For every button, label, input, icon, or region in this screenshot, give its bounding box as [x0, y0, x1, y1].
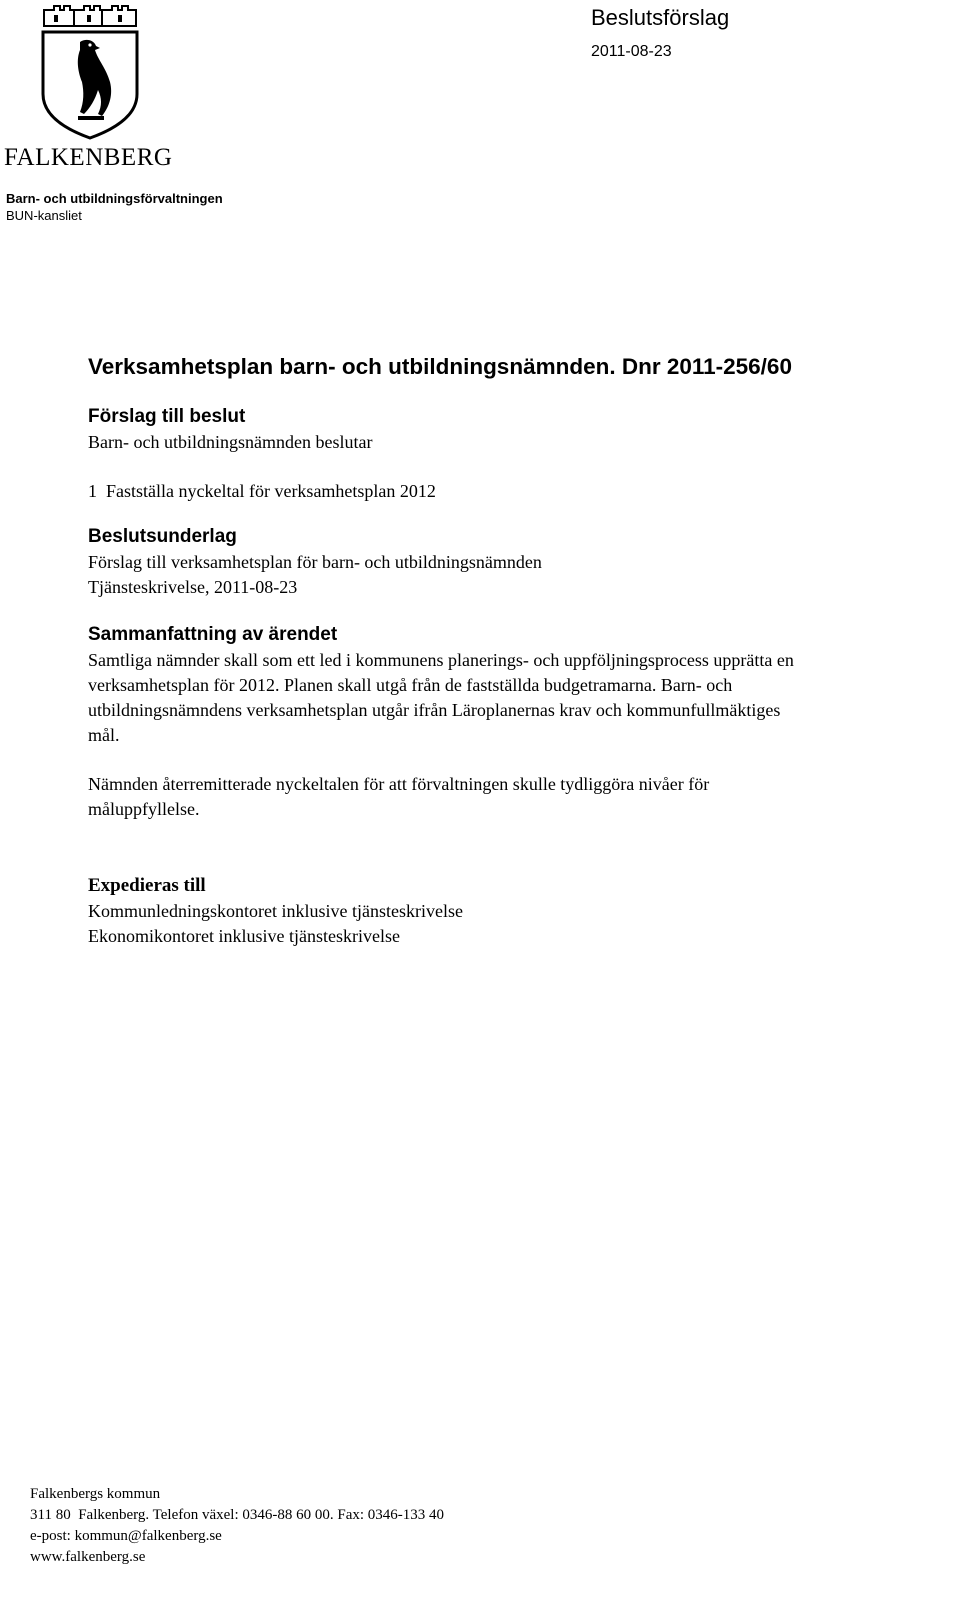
dispatch-item: Ekonomikontoret inklusive tjänsteskrivelse — [88, 926, 400, 946]
office-name: BUN-kansliet — [6, 208, 82, 223]
summary-line: utbildningsnämndens verksamhetsplan utgår ifrån Läroplanernas krav och kommunfullmäktiges — [88, 700, 781, 720]
proposal-item: 1 Fastställa nyckeltal för verksamhetsplan 2012 — [88, 481, 436, 501]
logo-wordmark: FALKENBERG — [4, 144, 173, 171]
dispatch-heading: Expedieras till — [88, 875, 206, 896]
footer-email: e-post: kommun@falkenberg.se — [30, 1528, 222, 1544]
basis-heading: Beslutsunderlag — [88, 526, 237, 547]
footer — [30, 1484, 444, 1568]
department-name: Barn- och utbildningsförvaltningen — [6, 191, 223, 206]
summary-line: verksamhetsplan för 2012. Planen skall utgå från de fastställda budgetramarna. Barn- och — [88, 675, 733, 695]
footer-address: 311 80 Falkenberg. Telefon växel: 0346-88 60 00. Fax: 0346-133 40 — [30, 1507, 445, 1523]
proposal-heading: Förslag till beslut — [88, 406, 246, 427]
basis-item: Förslag till verksamhetsplan för barn- och utbildningsnämnden — [88, 552, 542, 572]
dispatch-item: Kommunledningskontoret inklusive tjänsteskrivelse — [88, 901, 463, 921]
coat-of-arms-logo — [40, 2, 140, 140]
footer-web: www.falkenberg.se — [30, 1549, 146, 1565]
summary-line: Samtliga nämnder skall som ett led i kommunens planerings- och uppföljningsprocess upprätta en — [88, 650, 794, 670]
summary-line: mål. — [88, 725, 120, 745]
document-body — [88, 350, 948, 949]
summary-line: Nämnden återremitterade nyckeltalen för att förvaltningen skulle tydliggöra nivåer för — [88, 774, 710, 794]
summary-heading: Sammanfattning av ärendet — [88, 624, 338, 645]
basis-item: Tjänsteskrivelse, 2011-08-23 — [88, 577, 298, 597]
footer-org: Falkenbergs kommun — [30, 1486, 161, 1502]
summary-line: måluppfyllelse. — [88, 799, 200, 819]
document-date: 2011-08-23 — [591, 43, 672, 60]
proposal-intro: Barn- och utbildningsnämnden beslutar — [88, 432, 373, 452]
document-type: Beslutsförslag — [591, 5, 730, 30]
page-title: Verksamhetsplan barn- och utbildningsnämnden. Dnr 2011-256/60 — [88, 354, 792, 379]
